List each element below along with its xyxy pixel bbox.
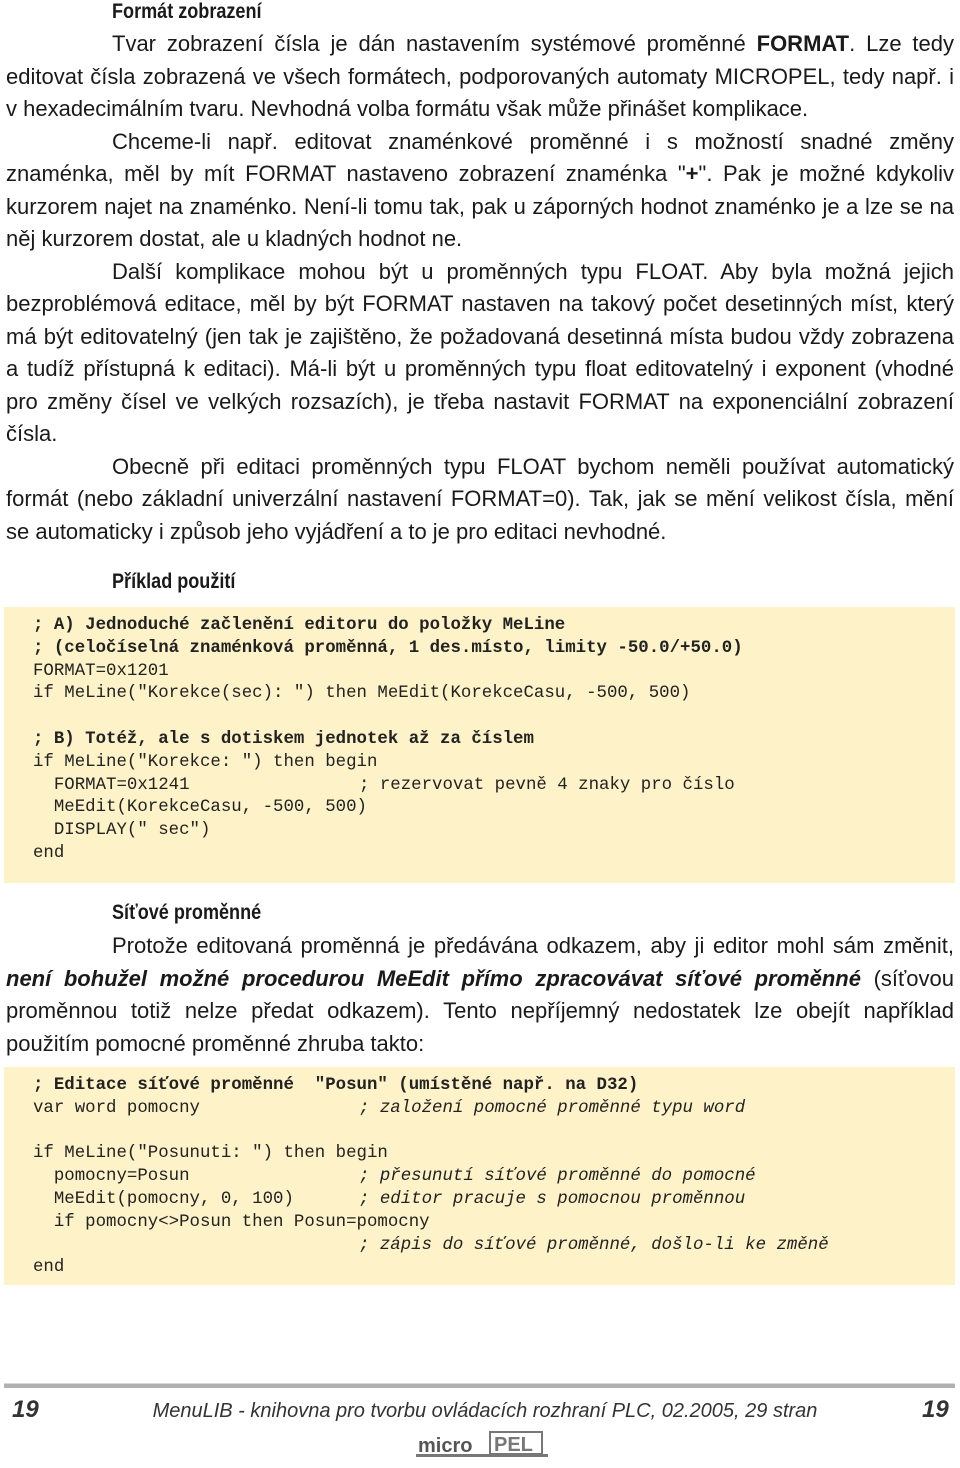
paragraph: Chceme-li např. editovat znaménkové proměnné i s možností snadné změny znaménka, měl by mít FORMAT nastaveno zobrazení znaménka "+". Pak je možné kdykoliv kurzorem najet na znaménko. Není-li tomu tak, pak u záporných hodnot znaménko je a lze se na něj kurzorem dostat, ale u kladných hodnot ne. — [6, 128, 954, 251]
code-line: if MeLine("Korekce: ") then begin — [33, 752, 378, 772]
code-line: ; Editace síťové proměnné "Posun" (umístěné např. na D32) — [33, 1076, 639, 1095]
section-network-text — [6, 930, 954, 1060]
paragraph: Další komplikace mohou být u proměnných typu FLOAT. Aby byla možná jejich bezproblémová editace, měl by být FORMAT nastaven na takový počet desetinných míst, který má být editovatelný (jen tak je zajištěno, že požadovaná desetinná místa budou vždy zobrazena a tudíž přístupná k editaci). Má-li být u proměnných typu float editovatelný i exponent (vhodné pro změny čísel ve velkých rozsazích), je třeba nastavit FORMAT na exponenciální zobrazení čísla. — [6, 258, 954, 446]
code-line: ; (celočíselná znaménková proměnná, 1 des.místo, limity -50.0/+50.0) — [33, 638, 743, 658]
section-heading-format: Formát zobrazení — [112, 0, 262, 23]
code-line: pomocny=Posun ; přesunutí síťové proměnné do pomocné — [33, 1167, 756, 1187]
section-heading-example: Příklad použití — [112, 570, 236, 593]
paragraph: Protože editovaná proměnná je předávána odkazem, aby ji editor mohl sám změnit, není bohužel možné procedurou MeEdit přímo zpracovávat síťové proměnné (síťovou proměnnou totiž nelze předat odkazem). Tento nepříjemný nedostatek lze obejít například použitím pomocné proměnné zhruba takto: — [6, 933, 954, 1056]
footer-divider — [4, 1383, 955, 1388]
page-number-right: 19 — [922, 1396, 949, 1423]
code-line: ; zápis do síťové proměnné, došlo-li ke změně — [359, 1235, 829, 1255]
micropel-logo — [416, 1430, 548, 1460]
code-block-example — [4, 607, 955, 883]
code-line: MeEdit(pomocny, 0, 100) ; editor pracuje s pomocnou proměnnou — [33, 1189, 746, 1209]
code-line: var word pomocny ; založení pomocné proměnné typu word — [33, 1098, 746, 1118]
code-block-network — [4, 1067, 955, 1285]
section-heading-network: Síťové proměnné — [112, 901, 262, 924]
paragraph: Obecně při editaci proměnných typu FLOAT bychom neměli používat automatický formát (nebo základní univerzální nastavení FORMAT=0). Tak, jak se mění velikost čísla, mění se automaticky i způsob jeho vyjádření a to je pro editaci nevhodné. — [6, 453, 954, 544]
code-line: ; B) Totéž, ale s dotiskem jednotek až za číslem — [33, 729, 534, 749]
code-line: if MeLine("Korekce(sec): ") then MeEdit(KorekceCasu, -500, 500) — [33, 684, 691, 704]
code-line: end — [33, 1258, 65, 1278]
logo-text-pel: PEL — [494, 1434, 533, 1456]
code-line: FORMAT=0x1241 ; rezervovat pevně 4 znaky pro číslo — [33, 775, 735, 795]
section-format-text — [6, 28, 954, 548]
logo-text-micro: micro — [418, 1435, 473, 1457]
code-line: if MeLine("Posunuti: ") then begin — [33, 1144, 388, 1164]
code-line: DISPLAY(" sec") — [33, 821, 211, 841]
code-line: FORMAT=0x1201 — [33, 661, 169, 681]
paragraph: Tvar zobrazení čísla je dán nastavením systémové proměnné FORMAT. Lze tedy editovat čísla zobrazená ve všech formátech, podporovaných automaty MICROPEL, tedy např. i v hexadecimálním tvaru. Nevhodná volba formátu však může přinášet komplikace. — [6, 31, 955, 121]
code-line — [33, 1121, 955, 1144]
footer-title: MenuLIB - knihovna pro tvorbu ovládacích rozhraní PLC, 02.2005, 29 stran — [152, 1400, 818, 1422]
code-line: MeEdit(KorekceCasu, -500, 500) — [33, 798, 367, 818]
code-line: end — [33, 843, 65, 863]
code-line: if pomocny<>Posun then Posun=pomocny — [33, 1212, 430, 1232]
page-number-left: 19 — [12, 1396, 39, 1423]
code-line: ; A) Jednoduché začlenění editoru do položky MeLine — [33, 616, 566, 635]
code-line — [33, 706, 955, 729]
